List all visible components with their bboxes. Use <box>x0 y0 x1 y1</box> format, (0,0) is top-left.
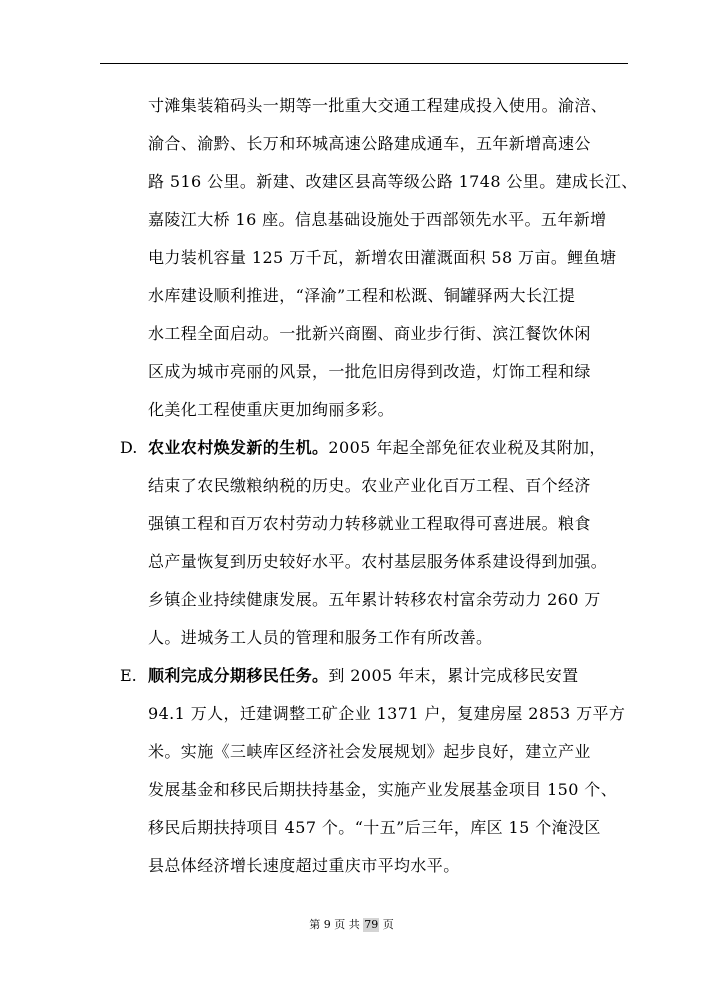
text-line: 嘉陵江大桥 16 座。信息基础设施处于西部领先水平。五年新增 <box>148 210 607 229</box>
footer-prefix: 第 <box>309 918 321 931</box>
page-footer <box>0 918 703 932</box>
text-line: 化美化工程使重庆更加绚丽多彩。 <box>148 400 395 419</box>
text-line: 区成为城市亮丽的风景，一批危旧房得到改造，灯饰工程和绿 <box>148 362 591 381</box>
text-line: 路 516 公里。新建、改建区县高等级公路 1748 公里。建成长江、 <box>148 172 638 191</box>
text-line: 电力装机容量 125 万千瓦，新增农田灌溉面积 58 万亩。鲤鱼塘 <box>148 248 617 267</box>
text-line: 总产量恢复到历史较好水平。农村基层服务体系建设得到加强。 <box>148 552 608 571</box>
text-line: 强镇工程和百万农村劳动力转移就业工程取得可喜进展。粮食 <box>148 514 591 533</box>
item-e-first-line <box>148 666 579 686</box>
item-e-heading: 顺利完成分期移民任务。 <box>148 666 329 685</box>
text-line: 寸滩集装箱码头一期等一批重大交通工程建成投入使用。渝涪、 <box>148 96 608 115</box>
text-line: 渝合、渝黔、长万和环城高速公路建成通车，五年新增高速公 <box>148 134 591 153</box>
current-page-number: 9 <box>323 918 331 931</box>
total-pages-number: 79 <box>364 918 379 931</box>
footer-middle: 页 共 <box>334 918 360 931</box>
header-rule <box>100 63 628 64</box>
text-line: 水库建设顺利推进，“泽渝”工程和松溉、铜罐驿两大长江提 <box>148 286 576 305</box>
text-line: 米。实施《三峡库区经济社会发展规划》起步良好，建立产业 <box>148 742 591 761</box>
text-line: 乡镇企业持续健康发展。五年累计转移农村富余劳动力 260 万 <box>148 590 601 609</box>
item-d-first-line <box>148 438 606 458</box>
text-line: 县总体经济增长速度超过重庆市平均水平。 <box>148 856 460 875</box>
item-d-heading: 农业农村焕发新的生机。 <box>148 438 329 457</box>
text-line: 人。进城务工人员的管理和服务工作有所改善。 <box>148 628 493 647</box>
item-e-marker: E. <box>120 666 137 685</box>
text-line: 发展基金和移民后期扶持基金，实施产业发展基金项目 150 个、 <box>148 780 618 799</box>
text-line: 结束了农民缴粮纳税的历史。农业产业化百万工程、百个经济 <box>148 476 591 495</box>
footer-suffix: 页 <box>382 918 394 931</box>
text-line: 水工程全面启动。一批新兴商圈、商业步行街、滨江餐饮休闲 <box>148 324 591 343</box>
text-line: 移民后期扶持项目 457 个。“十五”后三年，库区 15 个淹没区 <box>148 818 601 837</box>
item-d-first-line-rest: 2005 年起全部免征农业税及其附加， <box>328 438 606 457</box>
text-line: 94.1 万人，迁建调整工矿企业 1371 户，复建房屋 2853 万平方 <box>148 704 626 723</box>
item-e-first-line-rest: 到 2005 年末，累计完成移民安置 <box>328 666 579 685</box>
item-d-marker: D. <box>120 438 138 457</box>
